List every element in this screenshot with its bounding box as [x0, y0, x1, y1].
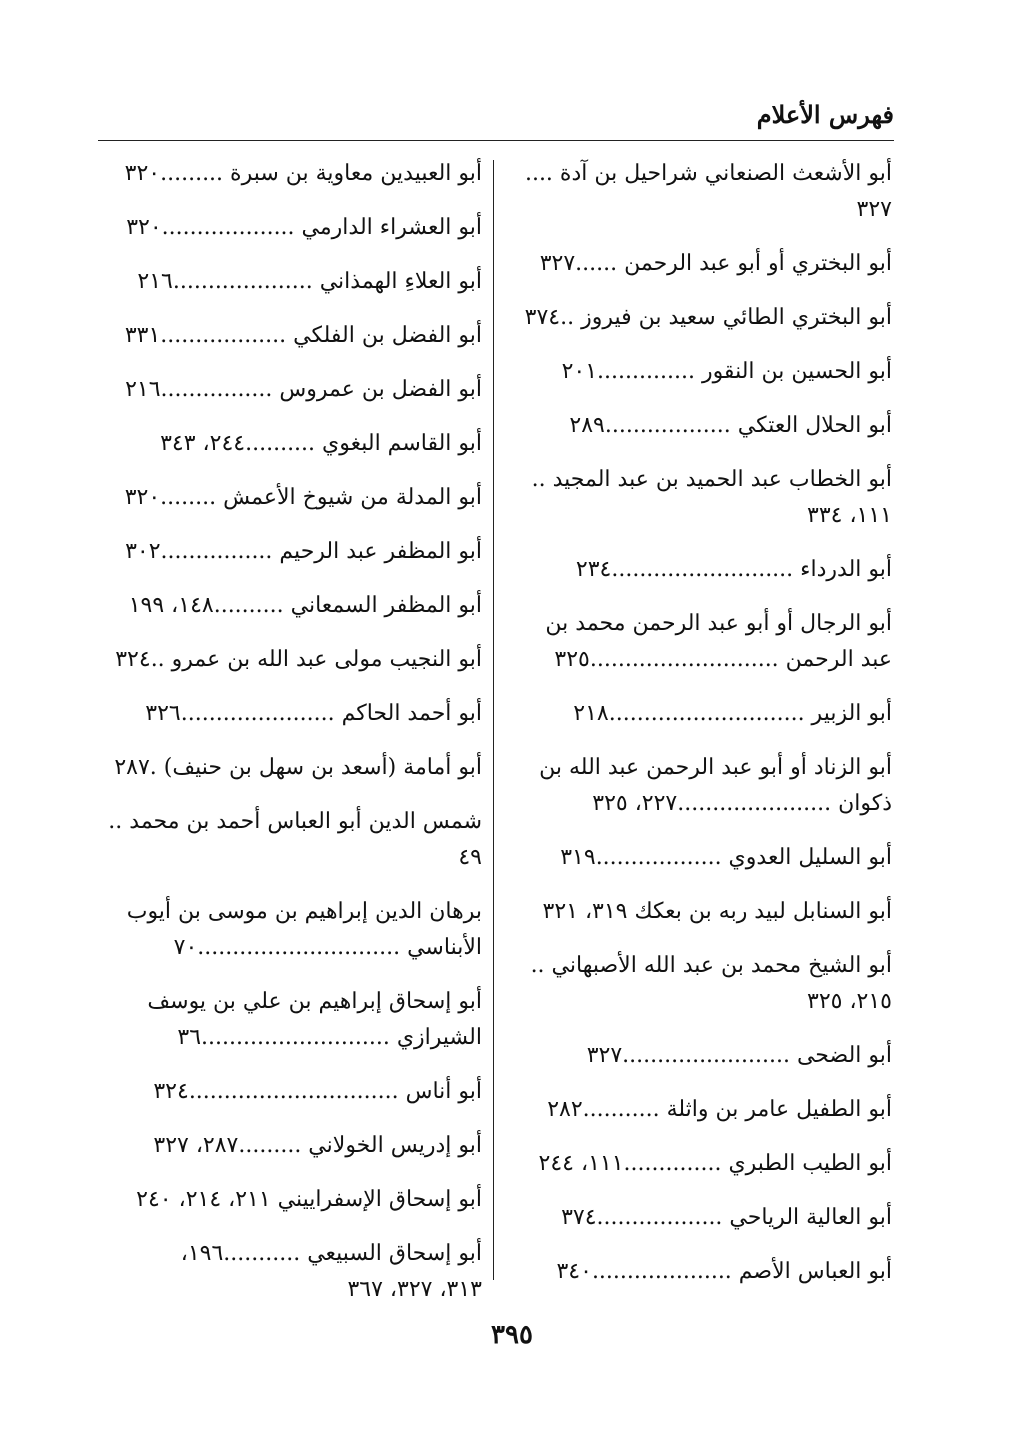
index-entry-line: أبو العالية الرياحي ..................٣٧٤: [561, 1205, 892, 1230]
index-entry: [98, 1236, 482, 1308]
index-entry: [98, 480, 482, 516]
index-entry-line: أبو العباس الأصم ....................٣٤٠: [556, 1259, 892, 1284]
index-entry-line: الشيرازي ...........................٣٦: [177, 1025, 482, 1050]
index-entry-line: أبو العشراء الدارمي ...................٣٢٠: [126, 215, 482, 240]
index-entry-line: أبو الفضل بن عمروس ................٢١٦: [125, 377, 482, 402]
index-entry: [512, 894, 892, 930]
index-entry: [512, 156, 892, 228]
index-entry: [98, 534, 482, 570]
index-entry: [512, 948, 892, 1020]
index-entry-line: أبو الطيب الطبري ..............١١١، ٢٤٤: [538, 1151, 892, 1176]
index-entry-line: أبو العلاءِ الهمذاني ....................٢١٦: [137, 269, 482, 294]
index-entry: [512, 1092, 892, 1128]
index-entry: [98, 984, 482, 1056]
index-entry: [98, 588, 482, 624]
index-entry-line: أبو أحمد الحاكم ......................٣٢٦: [145, 701, 482, 726]
index-entry-line: أبو الفضل بن الفلكي ..................٣٣١: [124, 323, 482, 348]
index-entry: [98, 426, 482, 462]
index-entry-line: ٤٩: [458, 845, 482, 870]
index-entry-line: ذكوان ......................٢٢٧، ٣٢٥: [592, 791, 892, 816]
index-entry: [98, 696, 482, 732]
index-entry-line: أبو إسحاق الإسفراييني ٢١١، ٢١٤، ٢٤٠: [136, 1187, 482, 1212]
page-number: ٣٩٥: [491, 1320, 533, 1350]
index-entry: [98, 750, 482, 786]
index-entry-line: أبو الشيخ محمد بن عبد الله الأصبهاني ..: [530, 953, 892, 978]
index-entry: [98, 642, 482, 678]
index-entry-line: ١١١، ٣٣٤: [807, 503, 892, 528]
index-entry-line: ٢١٥، ٣٢٥: [807, 989, 892, 1014]
index-entry: [98, 318, 482, 354]
index-entry: [512, 1200, 892, 1236]
index-column-right: [512, 156, 892, 1286]
index-entry: [512, 300, 892, 336]
page-title: فهرس الأعلام: [756, 100, 894, 129]
column-divider: [493, 160, 494, 1280]
index-entry: [512, 1038, 892, 1074]
index-entry-line: أبو إدريس الخولاني .........٢٨٧، ٣٢٧: [153, 1133, 482, 1158]
index-entry-line: أبو الزناد أو أبو عبد الرحمن عبد الله بن: [539, 755, 892, 780]
index-entry: [512, 696, 892, 732]
index-entry-line: أبو البختري أو أبو عبد الرحمن ......٣٢٧: [539, 251, 892, 276]
index-entry: [512, 1254, 892, 1290]
index-entry: [512, 552, 892, 588]
index-entry-line: عبد الرحمن ...........................٣٢٥: [554, 647, 892, 672]
index-entry: [512, 1146, 892, 1182]
index-entry-line: أبو الدرداء ..........................٢٣٤: [575, 557, 892, 582]
index-entry-line: أبو الأشعث الصنعاني شراحيل بن آدة ....: [524, 161, 892, 186]
index-entry: [98, 264, 482, 300]
index-entry-line: أبو المظفر السمعاني ..........١٤٨، ١٩٩: [128, 593, 482, 618]
index-entry: [512, 750, 892, 822]
index-entry: [98, 1128, 482, 1164]
index-entry-line: ٣٢٧: [856, 197, 892, 222]
index-entry-line: أبو السنابل لبيد ربه بن بعكك ٣١٩، ٣٢١: [542, 899, 892, 924]
index-entry-line: أبو السليل العدوي ..................٣١٩: [560, 845, 892, 870]
index-entry: [512, 840, 892, 876]
index-entry: [98, 1182, 482, 1218]
index-entry: [512, 462, 892, 534]
index-entry: [98, 210, 482, 246]
index-entry: [98, 1074, 482, 1110]
index-entry-line: أبو القاسم البغوي ..........٢٤٤، ٣٤٣: [160, 431, 482, 456]
index-entry-line: أبو إسحاق السبيعي ...........١٩٦،: [180, 1241, 482, 1266]
index-entry-line: أبو المظفر عبد الرحيم ................٣٠٢: [125, 539, 482, 564]
index-entry-line: أبو أناس ..............................٣٢٤: [153, 1079, 482, 1104]
index-entry-line: أبو الضحى ........................٣٢٧: [586, 1043, 892, 1068]
index-entry: [98, 156, 482, 192]
index-entry-line: أبو الحسين بن النقور ..............٢٠١: [561, 359, 892, 384]
index-entry: [98, 804, 482, 876]
index-entry: [98, 894, 482, 966]
index-entry-line: أبو الطفيل عامر بن واثلة ...........٢٨٢: [547, 1097, 892, 1122]
index-entry-line: أبو المدلة من شيوخ الأعمش ........٣٢٠: [124, 485, 482, 510]
index-entry: [512, 354, 892, 390]
index-entry-line: شمس الدين أبو العباس أحمد بن محمد ..: [108, 809, 482, 834]
index-entry: [512, 606, 892, 678]
index-entry-line: أبو الرجال أو أبو عبد الرحمن محمد بن: [545, 611, 892, 636]
index-entry-line: أبو الزبير ............................٢١٨: [573, 701, 892, 726]
index-entry-line: أبو أمامة (أسعد بن سهل بن حنيف) .٢٨٧: [114, 755, 482, 780]
index-entry: [512, 246, 892, 282]
index-column-left: [98, 156, 482, 1302]
index-entry-line: أبو الحلال العتكي ..................٢٨٩: [569, 413, 892, 438]
index-entry-line: برهان الدين إبراهيم بن موسى بن أيوب: [126, 899, 482, 924]
index-entry-line: أبو العبيدين معاوية بن سبرة .........٣٢٠: [124, 161, 482, 186]
index-entry-line: أبو البختري الطائي سعيد بن فيروز ..٣٧٤: [524, 305, 892, 330]
index-entry-line: أبو النجيب مولى عبد الله بن عمرو ..٣٢٤: [115, 647, 482, 672]
index-entry-line: أبو إسحاق إبراهيم بن علي بن يوسف: [147, 989, 482, 1014]
index-entry-line: أبو الخطاب عبد الحميد بن عبد المجيد ..: [531, 467, 892, 492]
index-entry: [512, 408, 892, 444]
index-entry-line: الأبناسي .............................٧٠: [173, 935, 482, 960]
index-entry-line: ٣١٣، ٣٢٧، ٣٦٧: [347, 1277, 482, 1302]
index-entry: [98, 372, 482, 408]
page-header: [98, 96, 894, 141]
